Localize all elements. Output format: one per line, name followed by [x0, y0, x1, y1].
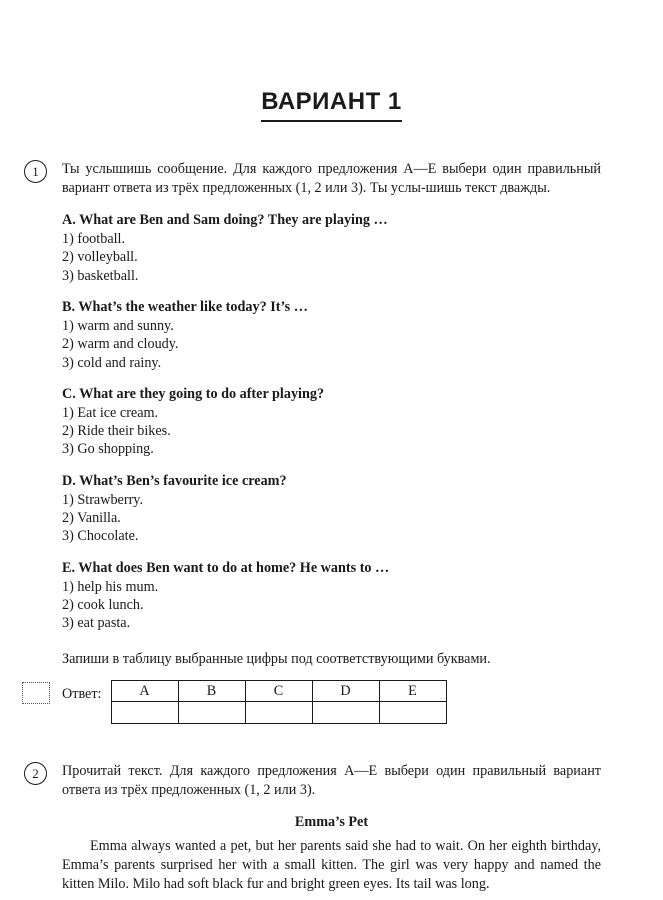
question-b-option-1: 1) warm and sunny.	[62, 318, 174, 335]
task-1-instruction: Запиши в таблицу выбранные цифры под соответствующими буквами.	[62, 650, 491, 667]
question-d-option-2: 2) Vanilla.	[62, 510, 121, 527]
answer-header-c: C	[245, 681, 312, 702]
answer-table	[111, 680, 447, 724]
question-c-stem: C. What are they going to do after playing?	[62, 385, 325, 402]
page-title-wrap	[0, 0, 663, 122]
task-2	[32, 762, 601, 893]
question-a-option-3: 3) basketball.	[62, 267, 139, 284]
reading-passage: Emma always wanted a pet, but her parents said she had to wait. On her eighth birthday, Emma’s parents surprised her with a small kitten. The girl was very happy and named the kitten Milo. Milo had soft black fur and bright green eyes. Its tail was long.	[62, 837, 601, 892]
question-d-stem: D. What’s Ben’s favourite ice cream?	[62, 472, 287, 489]
question-c	[62, 385, 601, 459]
question-d-option-1: 1) Strawberry.	[62, 492, 144, 509]
answer-header-d: D	[312, 681, 379, 702]
question-b	[62, 298, 601, 372]
question-a-option-1: 1) football.	[62, 231, 126, 248]
question-b-option-3: 3) cold and rainy.	[62, 354, 162, 371]
table-row-headers	[111, 681, 446, 702]
question-c-option-1: 1) Eat ice cream.	[62, 405, 159, 422]
answer-header-b: B	[178, 681, 245, 702]
question-e-option-3: 3) eat pasta.	[62, 615, 131, 632]
answer-cell-d[interactable]	[312, 702, 379, 724]
answer-cell-a[interactable]	[111, 702, 178, 724]
document-body	[32, 160, 601, 893]
question-a	[62, 211, 601, 285]
question-a-option-2: 2) volleyball.	[62, 249, 138, 266]
question-b-stem: B. What’s the weather like today? It’s …	[62, 298, 308, 315]
question-e-option-2: 2) cook lunch.	[62, 597, 144, 614]
answer-cell-c[interactable]	[245, 702, 312, 724]
answer-cell-e[interactable]	[379, 702, 446, 724]
question-e	[62, 559, 601, 633]
task-2-prompt: Прочитай текст. Для каждого предложения A—E выбери один правильный вариант ответа из трёх предложенных (1, 2 или 3).	[62, 763, 601, 798]
answer-area	[62, 680, 601, 724]
task-number-badge: 1	[24, 160, 47, 183]
table-row-values	[111, 702, 446, 724]
page-title: ВАРИАНТ 1	[261, 88, 402, 122]
question-e-option-1: 1) help his mum.	[62, 579, 159, 596]
task-number-badge: 2	[24, 762, 47, 785]
question-e-stem: E. What does Ben want to do at home? He wants to …	[62, 559, 390, 576]
answer-header-e: E	[379, 681, 446, 702]
question-d	[62, 472, 601, 546]
reading-title: Emma’s Pet	[294, 813, 369, 830]
answer-header-a: A	[111, 681, 178, 702]
score-box	[22, 682, 50, 704]
question-b-option-2: 2) warm and cloudy.	[62, 336, 179, 353]
question-c-option-3: 3) Go shopping.	[62, 441, 154, 458]
answer-cell-b[interactable]	[178, 702, 245, 724]
question-c-option-2: 2) Ride their bikes.	[62, 423, 171, 440]
answer-label: Ответ:	[62, 686, 102, 703]
question-a-stem: A. What are Ben and Sam doing? They are playing …	[62, 211, 388, 228]
task-1-prompt: Ты услышишь сообщение. Для каждого предложения A—E выбери один правильный вариант ответа из трёх предложенных (1, 2 или 3). Ты услы-шишь текст дважды.	[62, 161, 601, 196]
question-d-option-3: 3) Chocolate.	[62, 528, 139, 545]
task-1	[32, 160, 601, 724]
